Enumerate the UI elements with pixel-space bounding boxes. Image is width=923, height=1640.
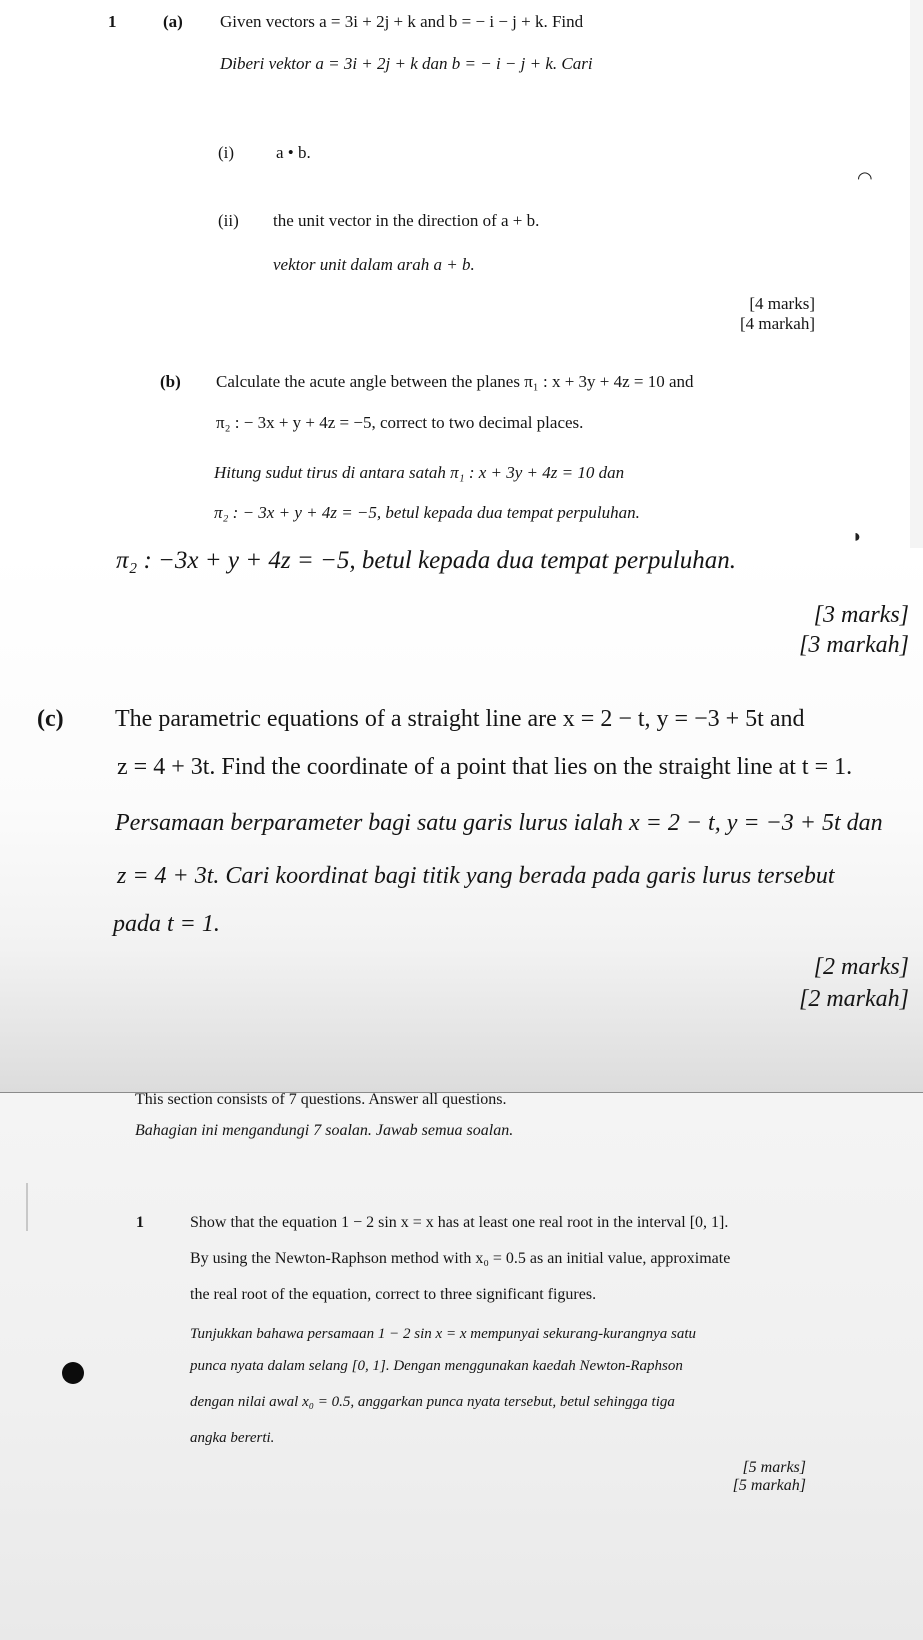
- part-c-en-line2: z = 4 + 3t. Find the coordinate of a point that lies on the straight line at t = 1.: [117, 754, 853, 780]
- pencil-smudge-icon: ◠: [857, 168, 873, 188]
- photo-panel-top: [0, 0, 923, 548]
- part-c-marks-en: [2 marks]: [813, 954, 909, 980]
- part-c-ms-line1: Persamaan berparameter bagi satu garis lurus ialah x = 2 − t, y = −3 + 5t dan: [115, 810, 883, 836]
- q1-en-line2: By using the Newton-Raphson method with x₀ = 0.5 as an initial value, approximate: [190, 1250, 731, 1267]
- q1-en-line3: the real root of the equation, correct to three significant figures.: [190, 1286, 597, 1303]
- part-a-label: (a): [163, 12, 183, 31]
- question-number: 1: [136, 1214, 144, 1231]
- sub-i-text: a • b.: [276, 143, 311, 162]
- question-number: 1: [108, 12, 117, 31]
- q1-ms-line2: punca nyata dalam selang [0, 1]. Dengan menggunakan kaedah Newton-Raphson: [190, 1358, 683, 1374]
- sub-ii-ms: vektor unit dalam arah a + b.: [273, 255, 475, 274]
- q1-ms-line4: angka bererti.: [190, 1430, 275, 1446]
- part-b-ms-line2: π₂ : − 3x + y + 4z = −5, betul kepada dua tempat perpuluhan.: [214, 503, 640, 522]
- part-c-ms-line2: z = 4 + 3t. Cari koordinat bagi titik yang berada pada garis lurus tersebut: [117, 863, 835, 889]
- zoomed-panel: [0, 548, 923, 1093]
- sub-i-label: (i): [218, 143, 235, 162]
- sub-ii-label: (ii): [218, 211, 239, 230]
- part-b-ms-line1: Hitung sudut tirus di antara satah π₁ : x + 3y + 4z = 10 dan: [214, 463, 625, 482]
- part-b-ms-line2-zoom: π₂ : −3x + y + 4z = −5, betul kepada dua tempat perpuluhan.: [116, 547, 737, 574]
- part-a-marks-ms: [4 markah]: [739, 314, 815, 333]
- part-a-en: Given vectors a = 3i + 2j + k and b = − i − j + k. Find: [220, 12, 584, 31]
- part-b-marks-ms: [3 markah]: [798, 632, 909, 658]
- part-c-label: (c): [37, 706, 64, 732]
- sub-ii-en: the unit vector in the direction of a + b.: [273, 211, 540, 230]
- part-a-marks-en: [4 marks]: [749, 294, 815, 313]
- part-c-marks-ms: [2 markah]: [798, 986, 909, 1012]
- pencil-smudge-icon: ◗: [852, 526, 863, 546]
- q1-ms-line3: dengan nilai awal x₀ = 0.5, anggarkan punca nyata tersebut, betul sehingga tiga: [190, 1394, 675, 1410]
- part-b-label: (b): [160, 372, 181, 391]
- section-instruction-en: This section consists of 7 questions. Answer all questions.: [135, 1091, 507, 1108]
- q1-marks-en: [5 marks]: [742, 1459, 806, 1476]
- part-b-en-line2: π₂ : − 3x + y + 4z = −5, correct to two decimal places.: [216, 413, 584, 432]
- hole-punch-dot-icon: [62, 1362, 84, 1384]
- q1-ms-line1: Tunjukkan bahawa persamaan 1 − 2 sin x = x mempunyai sekurang-kurangnya satu: [190, 1326, 697, 1342]
- part-b-en-line1: Calculate the acute angle between the planes π₁ : x + 3y + 4z = 10 and: [216, 372, 694, 391]
- q1-marks-ms: [5 markah]: [732, 1477, 806, 1494]
- section-instruction-ms: Bahagian ini mengandungi 7 soalan. Jawab semua soalan.: [135, 1122, 514, 1139]
- part-c-ms-line3: pada t = 1.: [113, 911, 220, 937]
- q1-en-line1: Show that the equation 1 − 2 sin x = x has at least one real root in the interval [0, 1].: [190, 1214, 729, 1231]
- photo-edge-strip: [910, 0, 923, 548]
- part-a-ms: Diberi vektor a = 3i + 2j + k dan b = − i − j + k. Cari: [220, 54, 593, 73]
- paper-edge-mark: [26, 1183, 28, 1231]
- part-c-en-line1: The parametric equations of a straight line are x = 2 − t, y = −3 + 5t and: [115, 706, 805, 732]
- photo-panel-bottom: [0, 1093, 923, 1640]
- part-b-marks-en: [3 marks]: [813, 602, 909, 628]
